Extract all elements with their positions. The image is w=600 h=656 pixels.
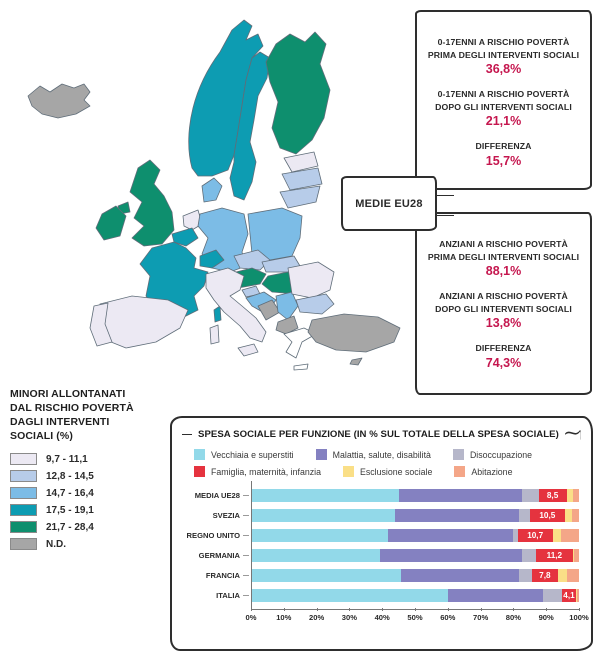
bar-segment	[448, 589, 543, 602]
map-legend-swatch	[10, 487, 37, 499]
bar-category-tick	[243, 575, 249, 576]
stat-row	[427, 238, 580, 278]
country-corsica	[214, 306, 221, 322]
chart-legend-item	[194, 449, 316, 460]
country-sardinia	[210, 325, 219, 344]
bar-segment	[519, 509, 530, 522]
country-uk	[130, 160, 174, 246]
bar-value-label: 8,5	[546, 490, 559, 500]
stat-box-anziani	[415, 212, 592, 395]
chart-legend-item	[453, 449, 554, 460]
x-tick-label: 10%	[276, 613, 292, 622]
x-tickmark	[349, 608, 350, 611]
stat-label: ANZIANI A RISCHIO POVERTÀ DOPO GLI INTERVENTI SOCIALI	[435, 291, 572, 314]
stat-value: 21,1%	[485, 114, 522, 129]
x-tick-label: 100%	[569, 613, 589, 622]
map-legend-swatch	[10, 521, 37, 533]
chart-legend-swatch	[316, 449, 327, 460]
country-ireland	[96, 206, 126, 240]
bar-segment	[553, 529, 562, 542]
map-legend-item	[10, 504, 170, 516]
title-left-dash	[182, 434, 192, 435]
chart-legend-row	[194, 466, 581, 477]
map-legend-swatch	[10, 453, 37, 465]
stat-row	[427, 140, 580, 168]
chart-legend-swatch	[343, 466, 354, 477]
bar-segment	[251, 549, 380, 562]
x-tick-label: 70%	[472, 613, 489, 622]
bar-value-label: 11,2	[546, 550, 563, 560]
bar-segment	[543, 589, 562, 602]
map-legend-label: 12,8 - 14,5	[46, 470, 94, 482]
bar-row	[182, 505, 581, 525]
country-finland	[266, 32, 330, 154]
map-legend-items	[10, 453, 170, 550]
bar-row	[182, 565, 581, 585]
title-squiggle-line	[565, 426, 581, 442]
chart-legend-label: Disoccupazione	[469, 449, 533, 460]
chart-legend-label: Famiglia, maternità, infanzia	[211, 466, 322, 477]
bar-row	[182, 485, 581, 505]
map-legend-item	[10, 453, 170, 465]
stat-row	[427, 36, 580, 76]
chart-panel	[170, 416, 593, 651]
bar-value-label: 10,7	[527, 530, 544, 540]
chart-legend-label: Esclusione sociale	[360, 466, 433, 477]
chart-title-row	[182, 426, 581, 442]
bar-segment	[577, 589, 579, 602]
map-legend-swatch	[10, 504, 37, 516]
bar-value-label: 7,8	[539, 570, 551, 580]
map-legend-label: 21,7 - 28,4	[46, 521, 94, 533]
bar-segment	[567, 569, 579, 582]
bar-category-tick	[243, 595, 249, 596]
x-tickmark	[546, 608, 547, 611]
bar-segment	[251, 509, 395, 522]
x-tickmark	[448, 608, 449, 611]
stat-label: 0-17ENNI A RISCHIO POVERTÀ DOPO GLI INTERVENTI SOCIALI	[435, 89, 572, 112]
bar-segment	[251, 569, 401, 582]
map-legend-label: N.D.	[46, 538, 66, 550]
map-legend-item	[10, 470, 170, 482]
chart-legend-label: Malattia, salute, disabilità	[332, 449, 431, 460]
bar-category-label: GERMANIA	[198, 550, 240, 560]
country-cyprus	[350, 358, 362, 365]
map-legend-title-line: MINORI ALLONTANATI	[10, 388, 126, 400]
chart-legend	[194, 449, 581, 477]
country-crete	[294, 364, 308, 370]
country-romania	[288, 262, 334, 298]
bar-track	[251, 549, 579, 562]
bar-segment	[518, 529, 553, 542]
bar-segment	[561, 529, 579, 542]
bar-segment	[522, 489, 539, 502]
chart-legend-row	[194, 449, 581, 460]
map-legend-item	[10, 487, 170, 499]
bar-segment	[565, 509, 573, 522]
map-legend-label: 17,5 - 19,1	[46, 504, 94, 516]
x-tick-label: 40%	[374, 613, 390, 622]
x-tickmark	[513, 608, 514, 611]
chart-legend-label: Vecchiaia e superstiti	[211, 449, 294, 460]
bar-row	[182, 545, 581, 565]
country-bulgaria	[296, 294, 334, 314]
bar-value-label: 10,5	[539, 510, 556, 520]
bar-segment	[399, 489, 522, 502]
stat-value: 36,8%	[485, 62, 522, 77]
bar-category-label: REGNO UNITO	[186, 530, 240, 540]
x-tick-label: 80%	[505, 613, 521, 622]
medie-eu28-box	[341, 176, 437, 231]
x-tick-label: 60%	[440, 613, 456, 622]
stat-label: 0-17ENNI A RISCHIO POVERTÀ PRIMA DEGLI INTERVENTI SOCIALI	[427, 37, 580, 60]
chart-title: SPESA SOCIALE PER FUNZIONE (IN % SUL TOTALE DELLA SPESA SOCIALE)	[198, 428, 559, 440]
bar-segment	[539, 489, 567, 502]
bar-category-label: FRANCIA	[205, 570, 240, 580]
bar-category-label: ITALIA	[216, 590, 240, 600]
x-tick-label: 0%	[245, 613, 257, 622]
x-tickmark	[481, 608, 482, 611]
country-lithuania	[280, 186, 320, 208]
country-sicily	[238, 344, 258, 356]
x-tickmark	[382, 608, 383, 611]
bar-track	[251, 569, 579, 582]
map-legend-title-line: DAGLI INTERVENTI	[10, 415, 110, 428]
bar-segment	[574, 549, 579, 562]
map-legend-title	[10, 388, 170, 443]
bar-segment	[572, 509, 579, 522]
map-legend-item	[10, 538, 170, 550]
chart-legend-swatch	[194, 449, 205, 460]
medie-eu28-label: MEDIE EU28	[355, 197, 423, 210]
bar-segment	[380, 549, 522, 562]
x-tick-label: 30%	[341, 613, 357, 622]
country-denmark	[202, 178, 222, 202]
country-turkey	[308, 314, 400, 352]
chart-x-axis	[245, 609, 589, 625]
map-legend-title-line: DAL RISCHIO POVERTÀ	[10, 401, 134, 414]
bar-category-tick	[243, 515, 249, 516]
map-legend-label: 14,7 - 16,4	[46, 487, 94, 499]
stat-value: 74,3%	[485, 356, 522, 371]
x-tickmark	[251, 608, 252, 611]
bar-segment	[530, 509, 564, 522]
x-tickmark	[579, 608, 580, 611]
bar-segment	[251, 489, 399, 502]
stat-box-minori	[415, 10, 592, 190]
x-tickmark	[317, 608, 318, 611]
bar-segment	[522, 549, 536, 562]
bar-segment	[562, 589, 575, 602]
stat-label: DIFFERENZA	[475, 343, 532, 354]
x-tickmark	[284, 608, 285, 611]
chart-legend-swatch	[454, 466, 465, 477]
stat-row	[427, 88, 580, 128]
bar-category-tick	[243, 555, 249, 556]
bar-category-label: SVEZIA	[212, 510, 240, 520]
stat-label: ANZIANI A RISCHIO POVERTÀ PRIMA DEGLI INTERVENTI SOCIALI	[427, 239, 580, 262]
map-legend-swatch	[10, 538, 37, 550]
x-tick-label: 90%	[538, 613, 554, 622]
chart-legend-swatch	[453, 449, 464, 460]
bar-segment	[388, 529, 513, 542]
chart-legend-item	[316, 449, 453, 460]
stat-label: DIFFERENZA	[475, 141, 532, 152]
stat-value: 13,8%	[485, 316, 522, 331]
bar-segment	[251, 529, 388, 542]
bar-value-label: 4,1	[563, 590, 575, 600]
bar-track	[251, 529, 579, 542]
chart-legend-item	[194, 466, 343, 477]
map-legend-title-line: SOCIALI (%)	[10, 429, 73, 442]
chart-plot	[182, 485, 581, 605]
chart-legend-label: Abitazione	[471, 466, 513, 477]
chart-legend-item	[454, 466, 534, 477]
bar-segment	[395, 509, 520, 522]
chart-legend-swatch	[194, 466, 205, 477]
stat-row	[427, 342, 580, 370]
bar-segment	[251, 589, 448, 602]
bar-track	[251, 509, 579, 522]
bar-category-tick	[243, 535, 249, 536]
map-legend-item	[10, 521, 170, 533]
stat-row	[427, 290, 580, 330]
map-legend-label: 9,7 - 11,1	[46, 453, 88, 465]
x-tickmark	[415, 608, 416, 611]
bar-track	[251, 489, 579, 502]
map-legend-swatch	[10, 470, 37, 482]
bar-row	[182, 525, 581, 545]
stat-value: 15,7%	[485, 154, 522, 169]
bar-category-tick	[243, 495, 249, 496]
country-serbia	[276, 292, 298, 320]
country-iceland	[28, 84, 90, 118]
x-tick-label: 20%	[308, 613, 325, 622]
x-tick-label: 50%	[407, 613, 423, 622]
map-legend	[10, 388, 170, 555]
bar-track	[251, 589, 579, 602]
axis-zero-line	[251, 481, 252, 609]
bar-segment	[532, 569, 558, 582]
bar-segment	[558, 569, 567, 582]
bar-segment	[519, 569, 532, 582]
stat-value: 88,1%	[485, 264, 522, 279]
bar-row	[182, 585, 581, 605]
bar-segment	[401, 569, 518, 582]
bar-segment	[536, 549, 573, 562]
bar-segment	[573, 489, 579, 502]
bar-category-label: MEDIA UE28	[194, 490, 240, 500]
chart-legend-item	[343, 466, 454, 477]
